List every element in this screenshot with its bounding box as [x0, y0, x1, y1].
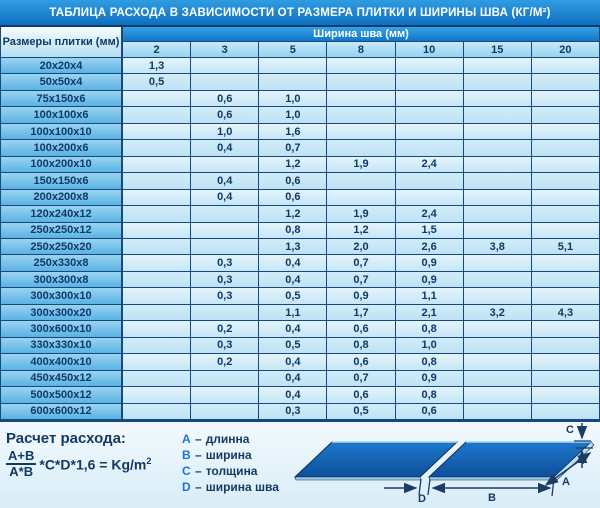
- legend-item: [182, 447, 290, 463]
- value-cell: 0,4: [191, 140, 259, 155]
- value-cell: 0,4: [259, 321, 327, 336]
- value-cell: [532, 140, 599, 155]
- value-cell: 0,3: [191, 255, 259, 270]
- value-cell: [123, 223, 191, 238]
- tile-size-cell: 50x50x4: [1, 74, 123, 89]
- calc-block: [0, 422, 182, 480]
- value-cell: 0,8: [396, 354, 464, 369]
- value-cell: [191, 371, 259, 386]
- value-cell: 0,4: [259, 272, 327, 287]
- value-cell: 1,0: [396, 338, 464, 353]
- tile-size-cell: 75x150x6: [1, 91, 123, 106]
- value-cell: [123, 173, 191, 188]
- col-group-header: Ширина шва (мм): [123, 27, 599, 42]
- value-cell: [464, 58, 532, 73]
- value-cell: [464, 107, 532, 122]
- tile-size-cell: 150x150x6: [1, 173, 123, 188]
- tile-size-cell: 250x250x12: [1, 223, 123, 238]
- value-cell: [464, 173, 532, 188]
- consumption-formula: [6, 449, 182, 480]
- legend-description: ширина шва: [205, 480, 279, 494]
- value-cell: [259, 74, 327, 89]
- legend-letter: D: [182, 480, 191, 494]
- value-cell: 0,6: [259, 173, 327, 188]
- tile-size-cell: 300x300x20: [1, 305, 123, 320]
- table-row: [1, 156, 599, 172]
- col-header: 2: [123, 42, 191, 57]
- value-cell: [123, 91, 191, 106]
- column-header-area: [123, 27, 599, 57]
- tile-right: [429, 442, 591, 477]
- value-cell: 0,8: [396, 321, 464, 336]
- legend-dash: –: [195, 432, 202, 446]
- table-header: [0, 27, 600, 57]
- formula-numerator: A+B: [6, 449, 36, 465]
- value-cell: 0,4: [259, 371, 327, 386]
- table-row: [1, 271, 599, 287]
- legend-description: ширина: [205, 448, 252, 462]
- col-header: 10: [396, 42, 464, 57]
- value-cell: 0,6: [191, 91, 259, 106]
- value-cell: 1,1: [396, 288, 464, 303]
- value-cell: [396, 91, 464, 106]
- value-cell: [191, 387, 259, 402]
- value-cell: 0,4: [259, 354, 327, 369]
- value-cell: [396, 107, 464, 122]
- value-cell: 1,2: [327, 223, 395, 238]
- value-cell: 1,0: [191, 124, 259, 139]
- value-cell: 0,6: [396, 404, 464, 419]
- value-cell: [464, 321, 532, 336]
- value-cell: 0,8: [396, 387, 464, 402]
- value-cell: [191, 305, 259, 320]
- value-cell: 2,0: [327, 239, 395, 254]
- col-header: 15: [464, 42, 532, 57]
- value-cell: [123, 272, 191, 287]
- value-cell: 1,0: [259, 91, 327, 106]
- value-cell: [123, 305, 191, 320]
- value-cell: 1,9: [327, 157, 395, 172]
- value-cell: 0,2: [191, 354, 259, 369]
- value-cell: 0,3: [191, 272, 259, 287]
- value-cell: [532, 404, 599, 419]
- table-row: [1, 222, 599, 238]
- value-cell: 1,3: [259, 239, 327, 254]
- table-row: [1, 287, 599, 303]
- value-cell: 2,6: [396, 239, 464, 254]
- value-cell: [123, 288, 191, 303]
- value-cell: [396, 74, 464, 89]
- value-cell: [123, 354, 191, 369]
- value-cell: [396, 190, 464, 205]
- value-cell: [464, 91, 532, 106]
- value-cell: 1,0: [259, 107, 327, 122]
- value-cell: 1,1: [259, 305, 327, 320]
- value-cell: 0,6: [327, 387, 395, 402]
- value-cell: 1,9: [327, 206, 395, 221]
- tile-size-cell: 300x600x10: [1, 321, 123, 336]
- legend-letter: C: [182, 464, 191, 478]
- value-cell: 0,6: [327, 354, 395, 369]
- table-row: [1, 370, 599, 386]
- table-row: [1, 320, 599, 336]
- value-cell: [532, 371, 599, 386]
- value-cell: [464, 371, 532, 386]
- value-cell: 0,2: [191, 321, 259, 336]
- value-cell: [396, 173, 464, 188]
- value-cell: [464, 255, 532, 270]
- formula-rest-text: *C*D*1,6 = Kg/m: [39, 456, 147, 473]
- value-cell: 0,7: [327, 272, 395, 287]
- table-row: [1, 337, 599, 353]
- value-cell: [327, 91, 395, 106]
- value-cell: [532, 272, 599, 287]
- value-cell: [123, 157, 191, 172]
- value-cell: [123, 190, 191, 205]
- value-cell: [396, 140, 464, 155]
- value-cell: [396, 124, 464, 139]
- value-cell: [123, 387, 191, 402]
- value-cell: [191, 239, 259, 254]
- value-cell: [464, 338, 532, 353]
- tile-size-cell: 120x240x12: [1, 206, 123, 221]
- value-cell: [532, 58, 599, 73]
- value-cell: [464, 223, 532, 238]
- col-header: 3: [191, 42, 259, 57]
- value-cell: [123, 107, 191, 122]
- value-cell: 3,2: [464, 305, 532, 320]
- value-cell: 0,9: [327, 288, 395, 303]
- table-row: [1, 386, 599, 402]
- table-row: [1, 139, 599, 155]
- label-d-seam: D: [418, 493, 426, 504]
- tile-size-cell: 20x20x4: [1, 58, 123, 73]
- formula-denominator: A*B: [9, 464, 34, 480]
- value-cell: [532, 387, 599, 402]
- value-cell: 0,6: [191, 107, 259, 122]
- value-cell: 1,5: [396, 223, 464, 238]
- value-cell: 0,7: [259, 140, 327, 155]
- value-cell: [464, 272, 532, 287]
- tile-size-cell: 450x450x12: [1, 371, 123, 386]
- value-cell: [532, 354, 599, 369]
- value-cell: 1,3: [123, 58, 191, 73]
- tile-size-cell: 300x300x10: [1, 288, 123, 303]
- value-cell: [464, 74, 532, 89]
- value-cell: 0,9: [396, 272, 464, 287]
- tiles-diagram: [290, 422, 600, 504]
- value-cell: [532, 321, 599, 336]
- table-row: [1, 304, 599, 320]
- value-cell: 1,2: [259, 206, 327, 221]
- label-b-width: B: [488, 492, 496, 504]
- formula-superscript: 2: [146, 455, 152, 466]
- value-cell: 0,5: [259, 338, 327, 353]
- tile-size-cell: 200x200x8: [1, 190, 123, 205]
- value-cell: [123, 404, 191, 419]
- value-cell: 0,5: [259, 288, 327, 303]
- value-cell: [191, 58, 259, 73]
- value-cell: [532, 157, 599, 172]
- value-cell: [191, 404, 259, 419]
- legend-dash: –: [195, 464, 202, 478]
- legend-letter: A: [182, 432, 191, 446]
- legend-description: длинна: [205, 432, 250, 446]
- legend-dash: –: [195, 448, 202, 462]
- value-cell: [191, 206, 259, 221]
- value-cell: [532, 190, 599, 205]
- value-cell: [123, 140, 191, 155]
- formula-fraction: [6, 449, 36, 480]
- tile-size-cell: 600x600x12: [1, 404, 123, 419]
- page-title: ТАБЛИЦА РАСХОДА В ЗАВИСИМОСТИ ОТ РАЗМЕРА ПЛИТКИ И ШИРИНЫ ШВА (КГ/М²): [0, 0, 600, 27]
- table-row: [1, 58, 599, 73]
- value-cell: 0,8: [327, 338, 395, 353]
- table-row: [1, 403, 599, 419]
- table-row: [1, 106, 599, 122]
- value-cell: 0,7: [327, 255, 395, 270]
- value-cell: [123, 239, 191, 254]
- value-cell: 2,4: [396, 206, 464, 221]
- value-cell: 1,2: [259, 157, 327, 172]
- table-row: [1, 205, 599, 221]
- label-a-length: A: [562, 476, 570, 488]
- value-cell: [532, 124, 599, 139]
- value-cell: 0,3: [191, 338, 259, 353]
- legend: [182, 422, 290, 495]
- value-cell: 0,5: [327, 404, 395, 419]
- value-cell: [464, 157, 532, 172]
- value-cell: [464, 354, 532, 369]
- value-cell: [191, 74, 259, 89]
- tile-left: [295, 442, 457, 477]
- value-cell: [123, 338, 191, 353]
- value-cell: [464, 387, 532, 402]
- value-cell: [327, 124, 395, 139]
- footer: [0, 422, 600, 508]
- value-cell: 0,6: [259, 190, 327, 205]
- value-cell: 5,1: [532, 239, 599, 254]
- value-cell: [532, 173, 599, 188]
- value-cell: 0,4: [259, 387, 327, 402]
- row-header-label: Размеры плитки (мм): [1, 27, 123, 57]
- tile-size-cell: 250x330x8: [1, 255, 123, 270]
- value-cell: [532, 255, 599, 270]
- value-cell: [327, 58, 395, 73]
- value-cell: 0,4: [191, 190, 259, 205]
- value-cell: [532, 91, 599, 106]
- col-header: 5: [259, 42, 327, 57]
- table-row: [1, 90, 599, 106]
- legend-item: [182, 431, 290, 447]
- table-body: [0, 57, 600, 422]
- value-cell: [327, 190, 395, 205]
- value-cell: [327, 107, 395, 122]
- tile-size-cell: 500x500x12: [1, 387, 123, 402]
- value-cell: [532, 74, 599, 89]
- table-row: [1, 189, 599, 205]
- tile-size-cell: 100x100x6: [1, 107, 123, 122]
- value-cell: 0,5: [123, 74, 191, 89]
- tile-size-cell: 300x300x8: [1, 272, 123, 287]
- value-cell: [532, 338, 599, 353]
- value-cell: 0,8: [259, 223, 327, 238]
- table-row: [1, 353, 599, 369]
- value-cell: [327, 74, 395, 89]
- value-cell: 2,1: [396, 305, 464, 320]
- tiles-diagram-svg: [294, 422, 600, 504]
- value-cell: 4,3: [532, 305, 599, 320]
- value-cell: [123, 371, 191, 386]
- tile-left-edge: [295, 477, 421, 480]
- value-cell: 0,4: [191, 173, 259, 188]
- legend-item: [182, 463, 290, 479]
- tile-size-cell: 100x100x10: [1, 124, 123, 139]
- value-cell: [464, 190, 532, 205]
- tile-size-cell: 400x400x10: [1, 354, 123, 369]
- value-cell: [191, 223, 259, 238]
- tile-size-cell: 100x200x10: [1, 157, 123, 172]
- value-cell: [123, 255, 191, 270]
- value-cell: [123, 206, 191, 221]
- value-cell: 1,6: [259, 124, 327, 139]
- value-cell: [464, 140, 532, 155]
- tile-right-bottom-edge: [429, 477, 555, 480]
- value-cell: 0,3: [259, 404, 327, 419]
- value-cell: 0,6: [327, 321, 395, 336]
- value-cell: [532, 206, 599, 221]
- value-cell: 0,7: [327, 371, 395, 386]
- value-cell: [532, 288, 599, 303]
- calc-heading: Расчет расхода:: [6, 430, 126, 447]
- value-cell: [464, 206, 532, 221]
- legend-letter: B: [182, 448, 191, 462]
- value-cell: 2,4: [396, 157, 464, 172]
- value-cell: 0,4: [259, 255, 327, 270]
- value-cell: [259, 58, 327, 73]
- table-row: [1, 172, 599, 188]
- column-headers: [123, 42, 599, 57]
- col-header: 20: [532, 42, 599, 57]
- tile-size-cell: 330x330x10: [1, 338, 123, 353]
- value-cell: [327, 173, 395, 188]
- value-cell: [327, 140, 395, 155]
- value-cell: 3,8: [464, 239, 532, 254]
- table-row: [1, 238, 599, 254]
- value-cell: 0,9: [396, 255, 464, 270]
- legend-description: толщина: [205, 464, 258, 478]
- value-cell: [191, 157, 259, 172]
- value-cell: [464, 288, 532, 303]
- table-row: [1, 73, 599, 89]
- col-header: 8: [327, 42, 395, 57]
- value-cell: [123, 321, 191, 336]
- tile-size-cell: 250x250x20: [1, 239, 123, 254]
- value-cell: [532, 223, 599, 238]
- table-row: [1, 123, 599, 139]
- tile-size-cell: 100x200x6: [1, 140, 123, 155]
- value-cell: 0,9: [396, 371, 464, 386]
- legend-dash: –: [195, 480, 202, 494]
- legend-item: [182, 479, 290, 495]
- formula-rest: [39, 456, 151, 473]
- value-cell: [123, 124, 191, 139]
- value-cell: [532, 107, 599, 122]
- value-cell: [396, 58, 464, 73]
- value-cell: [464, 124, 532, 139]
- value-cell: 1,7: [327, 305, 395, 320]
- label-c-thickness: C: [566, 424, 574, 436]
- value-cell: 0,3: [191, 288, 259, 303]
- d-tick: [428, 479, 430, 495]
- value-cell: [464, 404, 532, 419]
- table-row: [1, 254, 599, 270]
